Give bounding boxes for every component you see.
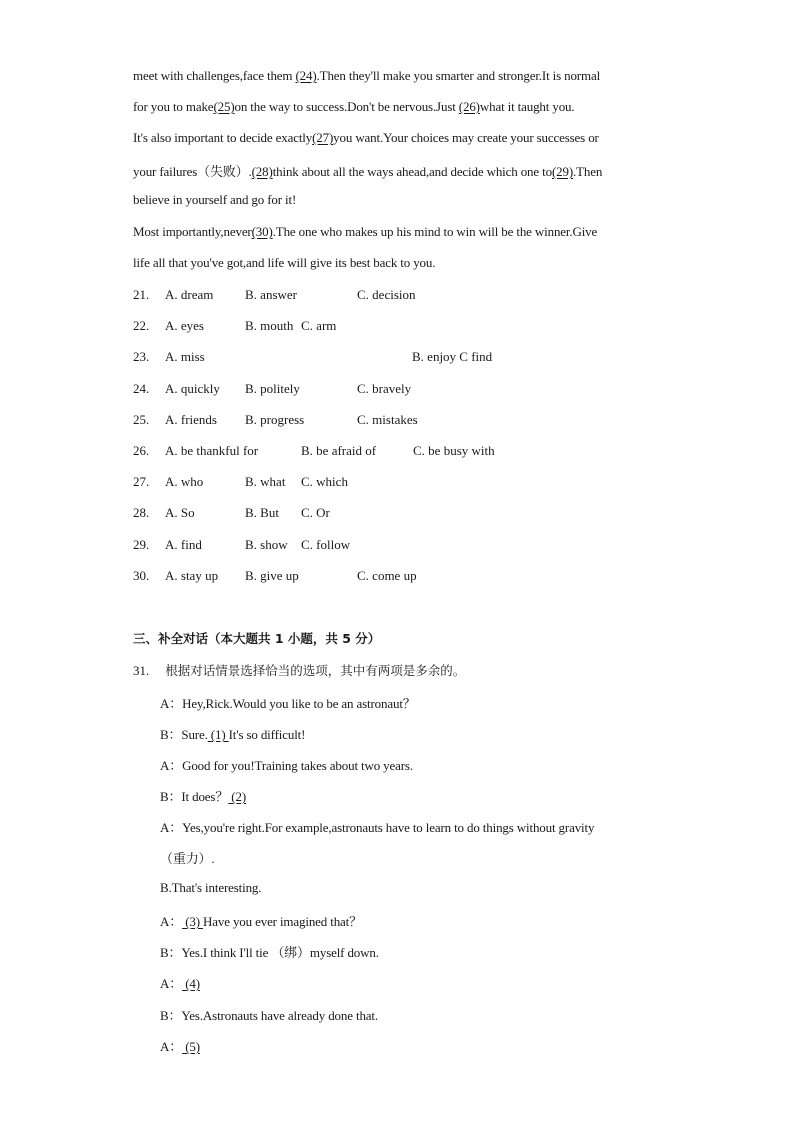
option-b: B. But bbox=[245, 505, 279, 520]
option-a: A. eyes bbox=[165, 318, 204, 333]
dialogue-line bbox=[160, 942, 379, 961]
text: on the way to success.Don't be nervous.Just bbox=[234, 99, 459, 114]
blank-29: (29) bbox=[551, 164, 574, 179]
text: .Then they'll make you smarter and stronger.It is normal bbox=[316, 68, 601, 83]
blank-2: (2) bbox=[228, 789, 247, 804]
option-b: B. show bbox=[245, 537, 288, 552]
text: .The one who makes up his mind to win will be the winner.Give bbox=[272, 224, 598, 239]
text: B：Sure. bbox=[160, 727, 208, 742]
blank-1: (1) bbox=[207, 727, 229, 742]
passage-line-2 bbox=[133, 99, 575, 115]
dialogue-line bbox=[160, 880, 261, 896]
passage-line-4 bbox=[133, 161, 602, 180]
text: （重力）. bbox=[160, 851, 215, 866]
dialogue-line bbox=[160, 755, 413, 774]
blank-28: (28) bbox=[251, 164, 273, 179]
option-a: A. miss bbox=[165, 349, 205, 364]
option-c: C. mistakes bbox=[357, 412, 418, 427]
text: A：Yes,you're right.For example,astronauts have to learn to do things without gravity bbox=[160, 820, 595, 835]
option-b: B. progress bbox=[245, 412, 305, 427]
dialogue-line bbox=[160, 786, 246, 805]
option-b: B. what bbox=[245, 474, 286, 489]
blank-5: (5) bbox=[182, 1039, 200, 1054]
blank-4: (4) bbox=[182, 976, 200, 991]
dialogue-line bbox=[160, 911, 362, 930]
option-a: A. So bbox=[165, 505, 195, 520]
option-b: B. be afraid of bbox=[301, 443, 377, 458]
text: It's so difficult! bbox=[228, 727, 306, 742]
blank-3: (3) bbox=[182, 914, 204, 929]
blank-27: (27) bbox=[312, 130, 334, 145]
question-text: 根据对话情景选择恰当的选项，其中有两项是多余的。 bbox=[165, 663, 466, 678]
option-c: C. come up bbox=[357, 568, 417, 583]
blank-30: (30) bbox=[251, 224, 273, 239]
passage-line-5: believe in yourself and go for it! bbox=[133, 192, 297, 207]
question-31 bbox=[133, 661, 465, 679]
question-number: 27. bbox=[133, 474, 150, 489]
text: A： bbox=[160, 1039, 183, 1054]
text: for you to make bbox=[133, 99, 214, 114]
question-number: 26. bbox=[133, 443, 150, 458]
blank-24: (24) bbox=[295, 68, 317, 83]
text: Most importantly,never bbox=[133, 224, 252, 239]
question-number: 29. bbox=[133, 537, 150, 552]
option-c: C. Or bbox=[301, 505, 330, 520]
option-a: A. friends bbox=[165, 412, 217, 427]
option-a: A. who bbox=[165, 474, 204, 489]
text: B：Yes.I think I'll tie （绑）myself down. bbox=[160, 945, 379, 960]
option-c: C. which bbox=[301, 474, 348, 489]
option-a: A. dream bbox=[165, 287, 214, 302]
question-number: 23. bbox=[133, 349, 150, 364]
section-heading: 三、补全对话（本大题共 1 小题，共 5 分） bbox=[133, 631, 381, 646]
blank-25: (25) bbox=[213, 99, 235, 114]
option-c: C. be busy with bbox=[413, 443, 495, 458]
dialogue-line bbox=[160, 848, 215, 867]
text: A： bbox=[160, 976, 183, 991]
option-b: B. enjoy C find bbox=[412, 349, 493, 364]
option-a: A. be thankful for bbox=[165, 443, 259, 458]
passage-line-1 bbox=[133, 68, 600, 84]
passage-line-6 bbox=[133, 224, 597, 240]
option-b: B. mouth bbox=[245, 318, 294, 333]
dialogue-line bbox=[160, 1036, 200, 1055]
option-c: C. decision bbox=[357, 287, 416, 302]
text: Have you ever imagined that？ bbox=[203, 914, 362, 929]
text: It's also important to decide exactly bbox=[133, 130, 313, 145]
text: meet with challenges,face them bbox=[133, 68, 296, 83]
question-number: 22. bbox=[133, 318, 150, 333]
dialogue-line bbox=[160, 693, 416, 712]
option-b: B. answer bbox=[245, 287, 297, 302]
text: you want.Your choices may create your successes or bbox=[333, 130, 599, 145]
dialogue-line bbox=[160, 724, 305, 743]
text: B：Yes.Astronauts have already done that. bbox=[160, 1008, 378, 1023]
question-number: 30. bbox=[133, 568, 150, 583]
text: A：Hey,Rick.Would you like to be an astronaut？ bbox=[160, 696, 416, 711]
blank-26: (26) bbox=[458, 99, 480, 114]
option-b: B. give up bbox=[245, 568, 299, 583]
text: your failures（失败）. bbox=[133, 164, 252, 179]
dialogue-line bbox=[160, 1005, 378, 1024]
option-a: A. quickly bbox=[165, 381, 220, 396]
question-number: 25. bbox=[133, 412, 150, 427]
question-number: 28. bbox=[133, 505, 150, 520]
option-a: A. stay up bbox=[165, 568, 219, 583]
option-c: C. follow bbox=[301, 537, 351, 552]
question-number: 21. bbox=[133, 287, 150, 302]
text: B.That's interesting. bbox=[160, 880, 262, 895]
text: A： bbox=[160, 914, 183, 929]
text: what it taught you. bbox=[479, 99, 575, 114]
text: .Then bbox=[573, 164, 603, 179]
text: A：Good for you!Training takes about two years. bbox=[160, 758, 413, 773]
option-b: B. politely bbox=[245, 381, 300, 396]
option-c: C. bravely bbox=[357, 381, 412, 396]
question-number: 24. bbox=[133, 381, 150, 396]
passage-line-7: life all that you've got,and life will give its best back to you. bbox=[133, 255, 436, 270]
option-a: A. find bbox=[165, 537, 202, 552]
text: B：It does？ bbox=[160, 789, 229, 804]
text: think about all the ways ahead,and decide which one to bbox=[272, 164, 552, 179]
option-c: C. arm bbox=[301, 318, 337, 333]
dialogue-line bbox=[160, 973, 200, 992]
question-number: 31. bbox=[133, 663, 150, 678]
dialogue-line bbox=[160, 817, 594, 836]
passage-line-3 bbox=[133, 130, 599, 146]
